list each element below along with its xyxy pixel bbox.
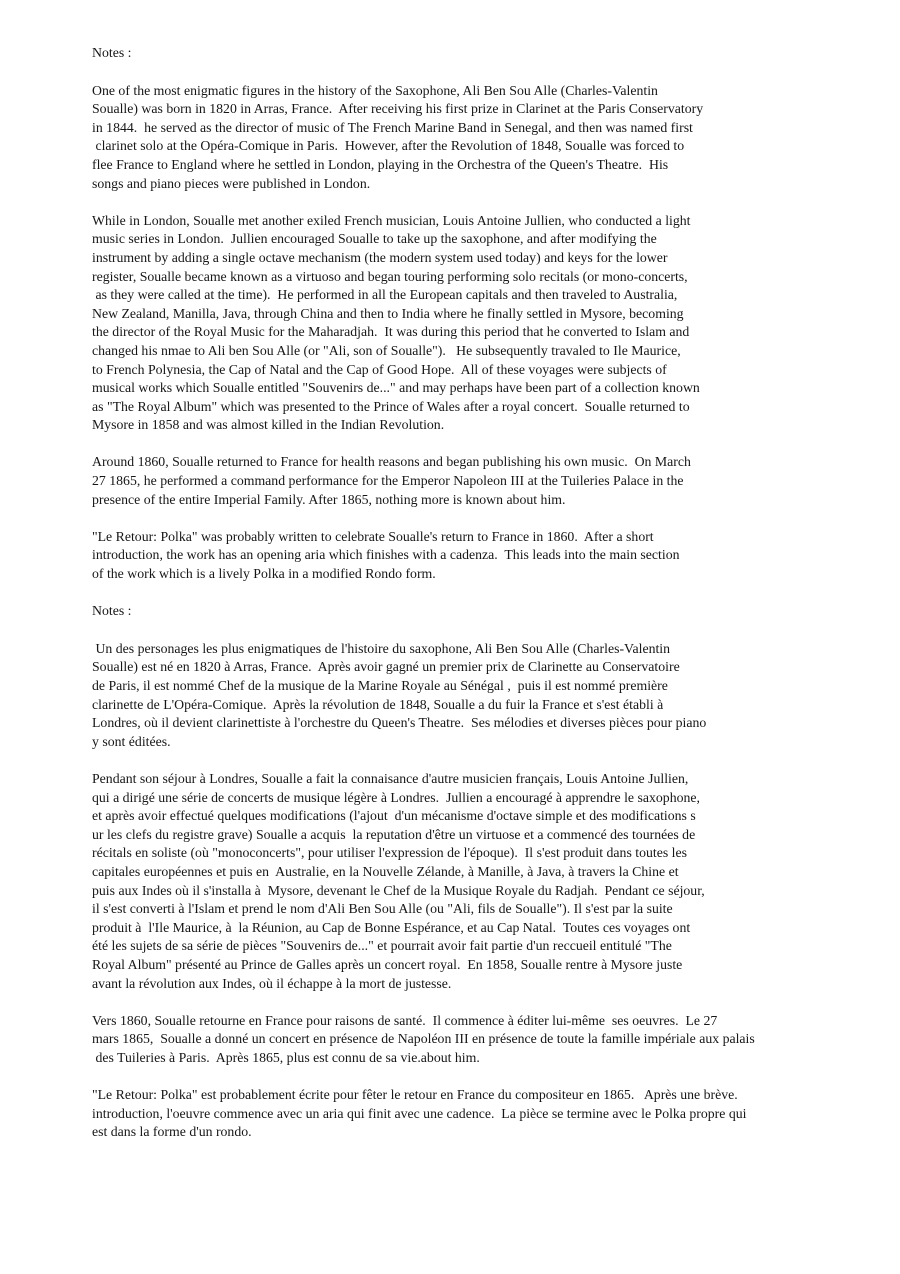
text-line: clarinet solo at the Opéra-Comique in Paris. However, after the Revolution of 1848, Soualle was forced to: [92, 138, 685, 154]
notes-heading-english: Notes :: [92, 45, 132, 60]
text-line: "Le Retour: Polka" est probablement écrite pour fêter le retour en France du compositeur en 1865. Après une brève.: [92, 1087, 738, 1103]
text-line: de Paris, il est nommé Chef de la musique de la Marine Royale au Sénégal , puis il est nommé première: [92, 678, 668, 693]
text-line: qui a dirigé une série de concerts de musique légère à Londres. Jullien a encouragé à apprendre le saxophone,: [92, 789, 700, 805]
text-line: et après avoir effectué quelques modifications (l'ajout d'un mécanisme d'octave simple et des modifications s: [92, 808, 696, 824]
text-line: il s'est converti à l'Islam et prend le nom d'Ali Ben Sou Alle (ou "Ali, fils de Soualle"). Il s'est par la suite: [92, 901, 673, 917]
text-line: récitals en soliste (où "monoconcerts", pour utiliser l'expression de l'époque). Il s'est produit dans toutes les: [92, 845, 687, 861]
text-line: produit à l'Ile Maurice, à la Réunion, au Cap de Bonne Espérance, et au Cap Natal. Toutes ces voyages ont: [92, 919, 691, 935]
text-line: New Zealand, Manilla, Java, through China and then to India where he finally settled in Mysore, becoming: [92, 305, 684, 321]
text-line: "Le Retour: Polka" was probably written to celebrate Soualle's return to France in 1860. After a short: [92, 528, 654, 544]
notes-heading-french: Notes :: [92, 603, 132, 619]
english-notes-section: [92, 44, 882, 584]
notes-content: [92, 44, 882, 1160]
text-line: avant la révolution aux Indes, où il échappe à la mort de justesse.: [92, 975, 452, 991]
text-line: clarinette de L'Opéra-Comique. Après la révolution de 1848, Soualle a du fuir la France et s'est établi à: [92, 696, 664, 712]
text-line: in 1844. he served as the director of music of The French Marine Band in Senegal, and then was named first: [92, 119, 693, 135]
french-notes-section: [92, 602, 882, 1142]
text-line: mars 1865, Soualle a donné un concert en présence de Napoléon III en présence de toute la famille impériale aux palais: [92, 1031, 755, 1047]
text-line: introduction, the work has an opening aria which finishes with a cadenza. This leads into the main section: [92, 547, 680, 563]
text-line: instrument by adding a single octave mechanism (the modern system used today) and keys for the lower: [92, 249, 668, 265]
text-line: Un des personages les plus enigmatiques de l'histoire du saxophone, Ali Ben Sou Alle (Charles-Valentin: [92, 640, 671, 656]
french-paragraph: [92, 770, 882, 993]
text-line: musical works which Soualle entitled "Souvenirs de..." and may perhaps have been part of a collection known: [92, 380, 700, 396]
text-line: While in London, Soualle met another exiled French musician, Louis Antoine Jullien, who conducted a light: [92, 212, 691, 228]
text-line: the director of the Royal Music for the Maharadjah. It was during this period that he converted to Islam and: [92, 324, 690, 340]
text-line: Vers 1860, Soualle retourne en France pour raisons de santé. Il commence à éditer lui-même ses oeuvres. Le 27: [92, 1012, 718, 1028]
text-line: introduction, l'oeuvre commence avec un aria qui finit avec une cadence. La pièce se termine avec le Polka propre qui: [92, 1105, 747, 1121]
text-line: puis aux Indes où il s'installa à Mysore, devenant le Chef de la Musique Royale du Radjah. Pendant ce séjour,: [92, 882, 705, 898]
french-paragraph: [92, 640, 882, 752]
text-line: capitales européennes et puis en Australie, en la Nouvelle Zélande, à Manille, à Java, à travers la Chine et: [92, 863, 679, 879]
text-line: changed his nmae to Ali ben Sou Alle (or "Ali, son of Soualle"). He subsequently travaled to Ile Maurice,: [92, 342, 681, 358]
text-line: to French Polynesia, the Cap of Natal and the Cap of Good Hope. All of these voyages were subjects of: [92, 361, 667, 377]
text-line: as they were called at the time). He performed in all the European capitals and then traveled to Australia,: [92, 287, 678, 303]
text-line: One of the most enigmatic figures in the history of the Saxophone, Ali Ben Sou Alle (Charles-Valentin: [92, 82, 658, 98]
text-line: Londres, où il devient clarinettiste à l'orchestre du Queen's Theatre. Ses mélodies et diverses pièces pour piano: [92, 715, 707, 731]
text-line: Mysore in 1858 and was almost killed in the Indian Revolution.: [92, 417, 445, 433]
text-line: Pendant son séjour à Londres, Soualle a fait la connaisance d'autre musicien français, Louis Antoine Jullien,: [92, 770, 689, 786]
text-line: Soualle) est né en 1820 à Arras, France. Après avoir gagné un premier prix de Clarinette au Conservatoire: [92, 659, 680, 675]
text-line: Around 1860, Soualle returned to France for health reasons and began publishing his own music. On March: [92, 454, 691, 470]
english-paragraph: [92, 212, 882, 435]
english-paragraph: [92, 82, 882, 194]
text-line: Royal Album" présenté au Prince de Galles après un concert royal. En 1858, Soualle rentre à Mysore juste: [92, 956, 683, 972]
english-paragraph: [92, 528, 882, 584]
text-line: ur les clefs du registre grave) Soualle a acquis la reputation d'être un virtuose et a commencé des tournées de: [92, 826, 696, 842]
text-line: of the work which is a lively Polka in a modified Rondo form.: [92, 566, 436, 582]
text-line: music series in London. Jullien encouraged Soualle to take up the saxophone, and after modifying the: [92, 231, 657, 247]
text-line: flee France to England where he settled in London, playing in the Orchestra of the Queen's Theatre. His: [92, 156, 669, 172]
english-paragraph: [92, 453, 882, 509]
text-line: des Tuileries à Paris. Après 1865, plus est connu de sa vie.about him.: [92, 1049, 480, 1065]
text-line: presence of the entire Imperial Family. After 1865, nothing more is known about him.: [92, 491, 566, 507]
text-line: Soualle) was born in 1820 in Arras, France. After receiving his first prize in Clarinet at the Paris Conservatory: [92, 101, 704, 117]
french-paragraph: [92, 1012, 882, 1068]
text-line: été les sujets de sa série de pièces "Souvenirs de..." et pourrait avoir fait partie d'un reccueil entitulé "The: [92, 938, 672, 954]
text-line: register, Soualle became known as a virtuoso and began touring performing solo recitals (or mono-concerts,: [92, 268, 688, 284]
text-line: est dans la forme d'un rondo.: [92, 1124, 252, 1140]
french-paragraph: [92, 1086, 882, 1142]
text-line: y sont éditées.: [92, 733, 171, 749]
text-line: as "The Royal Album" which was presented to the Prince of Wales after a royal concert. Soualle returned to: [92, 398, 690, 414]
text-line: 27 1865, he performed a command performance for the Emperor Napoleon III at the Tuileries Palace in the: [92, 473, 684, 489]
text-line: songs and piano pieces were published in London.: [92, 175, 371, 191]
